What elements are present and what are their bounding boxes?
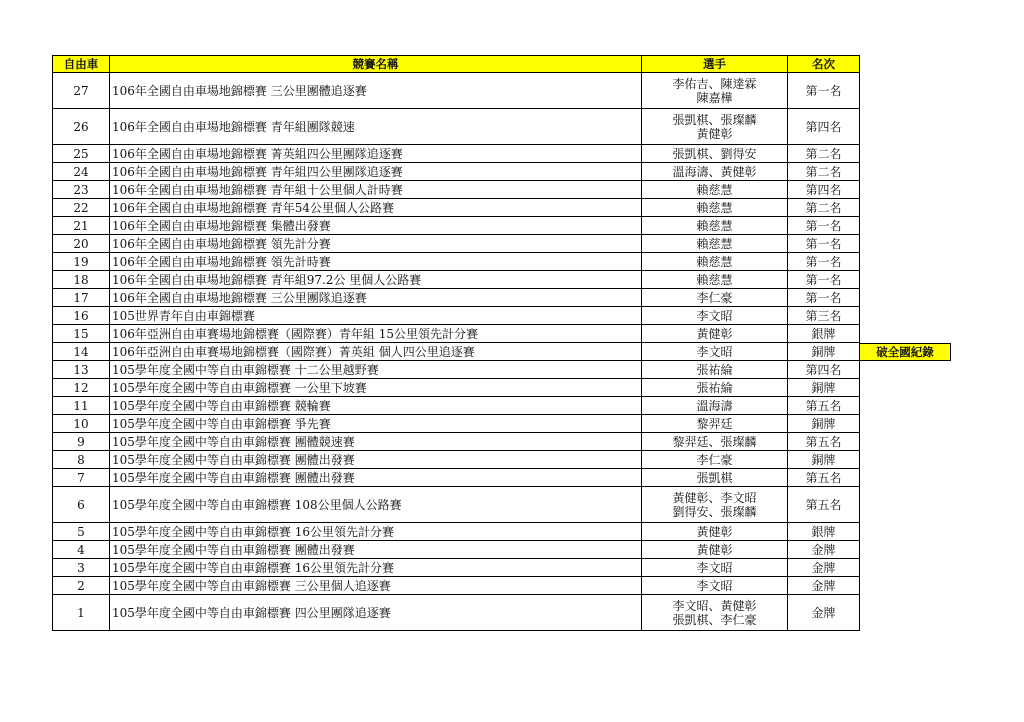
competition-name: 106年全國自由車場地錦標賽 青年組團隊競速	[110, 109, 642, 145]
rank-cell: 第四名	[788, 109, 860, 145]
table-row	[53, 595, 860, 631]
competition-name: 105學年度全國中等自由車錦標賽 競輪賽	[110, 397, 642, 415]
table-row	[53, 433, 860, 451]
row-number: 10	[53, 415, 110, 433]
table-row	[53, 289, 860, 307]
athletes-cell	[642, 181, 788, 199]
athletes-cell	[642, 397, 788, 415]
athletes-cell	[642, 109, 788, 145]
athletes-cell	[642, 217, 788, 235]
table-row	[53, 487, 860, 523]
competition-name: 106年全國自由車場地錦標賽 菁英組四公里團隊追逐賽	[110, 145, 642, 163]
competition-name: 106年全國自由車場地錦標賽 青年組四公里團隊追逐賽	[110, 163, 642, 181]
athlete-line: 李文昭	[696, 560, 733, 575]
row-number: 11	[53, 397, 110, 415]
row-number: 21	[53, 217, 110, 235]
header-rank: 名次	[788, 56, 860, 73]
rank-cell: 金牌	[788, 577, 860, 595]
rank-cell: 銅牌	[788, 415, 860, 433]
rank-cell: 金牌	[788, 541, 860, 559]
competition-name: 106年亞洲自由車賽場地錦標賽（國際賽）青年組 15公里領先計分賽	[110, 325, 642, 343]
athletes-cell	[642, 415, 788, 433]
table-row	[53, 271, 860, 289]
header-row	[53, 56, 860, 73]
athletes-cell	[642, 199, 788, 217]
athlete-line: 賴慈慧	[696, 182, 733, 197]
table-row	[53, 163, 860, 181]
athlete-line: 陳嘉樺	[696, 90, 733, 105]
rank-cell: 第二名	[788, 199, 860, 217]
header-name: 競賽名稱	[110, 56, 642, 73]
athlete-line: 賴慈慧	[696, 218, 733, 233]
competition-name: 105學年度全國中等自由車錦標賽 團體競速賽	[110, 433, 642, 451]
table-row	[53, 397, 860, 415]
competition-name: 106年全國自由車場地錦標賽 三公里團體追逐賽	[110, 73, 642, 109]
rank-cell: 第一名	[788, 73, 860, 109]
row-number: 8	[53, 451, 110, 469]
athlete-line: 黃健彰	[696, 524, 733, 539]
table-row	[53, 73, 860, 109]
competition-name: 105學年度全國中等自由車錦標賽 爭先賽	[110, 415, 642, 433]
athletes-cell	[642, 541, 788, 559]
athletes-cell	[642, 253, 788, 271]
rank-cell: 第一名	[788, 217, 860, 235]
rank-cell: 銅牌	[788, 379, 860, 397]
rank-cell: 第三名	[788, 307, 860, 325]
competition-name: 106年全國自由車場地錦標賽 青年組97.2公 里個人公路賽	[110, 271, 642, 289]
rank-cell: 第一名	[788, 271, 860, 289]
table-row	[53, 253, 860, 271]
athletes-cell	[642, 487, 788, 523]
competition-name: 106年全國自由車場地錦標賽 領先計時賽	[110, 253, 642, 271]
athlete-line: 張祐綸	[696, 362, 733, 377]
competition-name: 106年全國自由車場地錦標賽 領先計分賽	[110, 235, 642, 253]
rank-cell: 第五名	[788, 487, 860, 523]
rank-cell: 銀牌	[788, 523, 860, 541]
athlete-line: 賴慈慧	[696, 272, 733, 287]
row-number: 6	[53, 487, 110, 523]
row-number: 19	[53, 253, 110, 271]
row-number: 13	[53, 361, 110, 379]
table-row	[53, 577, 860, 595]
row-number: 27	[53, 73, 110, 109]
athletes-cell	[642, 235, 788, 253]
row-number: 9	[53, 433, 110, 451]
athlete-line: 黎羿廷、張璨麟	[672, 434, 757, 449]
table-row	[53, 217, 860, 235]
athlete-line: 溫海濤、黃健彰	[672, 164, 757, 179]
competition-name: 105學年度全國中等自由車錦標賽 16公里領先計分賽	[110, 559, 642, 577]
athlete-line: 張祐綸	[696, 380, 733, 395]
rank-cell: 第一名	[788, 253, 860, 271]
results-table	[52, 55, 860, 631]
header-no: 自由車	[53, 56, 110, 73]
athletes-cell	[642, 289, 788, 307]
athlete-line: 溫海濤	[696, 398, 733, 413]
table-row	[53, 307, 860, 325]
record-note: 破全國紀錄	[859, 343, 951, 361]
competition-name: 105學年度全國中等自由車錦標賽 十二公里越野賽	[110, 361, 642, 379]
table-row	[53, 361, 860, 379]
athlete-line: 李仁豪	[696, 452, 733, 467]
rank-cell: 第四名	[788, 181, 860, 199]
athlete-line: 賴慈慧	[696, 200, 733, 215]
row-number: 15	[53, 325, 110, 343]
rank-cell: 第二名	[788, 145, 860, 163]
row-number: 7	[53, 469, 110, 487]
athlete-line: 張凱棋	[696, 470, 733, 485]
table-row	[53, 469, 860, 487]
rank-cell: 銅牌	[788, 343, 860, 361]
rank-cell: 第四名	[788, 361, 860, 379]
athletes-cell	[642, 469, 788, 487]
row-number: 1	[53, 595, 110, 631]
rank-cell: 金牌	[788, 595, 860, 631]
athletes-cell	[642, 559, 788, 577]
competition-name: 105世界青年自由車錦標賽	[110, 307, 642, 325]
table-row	[53, 415, 860, 433]
row-number: 4	[53, 541, 110, 559]
table-row	[53, 181, 860, 199]
athlete-line: 李仁豪	[696, 290, 733, 305]
table-row	[53, 145, 860, 163]
competition-name: 105學年度全國中等自由車錦標賽 團體出發賽	[110, 541, 642, 559]
row-number: 20	[53, 235, 110, 253]
athletes-cell	[642, 73, 788, 109]
athlete-line: 賴慈慧	[696, 236, 733, 251]
table-row	[53, 343, 860, 361]
athlete-line: 李文昭	[696, 308, 733, 323]
athletes-cell	[642, 577, 788, 595]
competition-name: 105學年度全國中等自由車錦標賽 16公里領先計分賽	[110, 523, 642, 541]
row-number: 12	[53, 379, 110, 397]
table-row	[53, 325, 860, 343]
athletes-cell	[642, 379, 788, 397]
athlete-line: 張凱棋、劉得安	[672, 146, 757, 161]
competition-name: 106年全國自由車場地錦標賽 青年54公里個人公路賽	[110, 199, 642, 217]
rank-cell: 銅牌	[788, 451, 860, 469]
competition-name: 106年全國自由車場地錦標賽 集體出發賽	[110, 217, 642, 235]
row-number: 23	[53, 181, 110, 199]
athletes-cell	[642, 307, 788, 325]
row-number: 25	[53, 145, 110, 163]
row-number: 22	[53, 199, 110, 217]
competition-name: 105學年度全國中等自由車錦標賽 四公里團隊追逐賽	[110, 595, 642, 631]
table-row	[53, 379, 860, 397]
athletes-cell	[642, 595, 788, 631]
athlete-line: 黎羿廷	[696, 416, 733, 431]
competition-name: 105學年度全國中等自由車錦標賽 三公里個人追逐賽	[110, 577, 642, 595]
athlete-line: 黃健彰	[696, 542, 733, 557]
athlete-line: 張凱棋、李仁豪	[672, 612, 757, 627]
athlete-line: 賴慈慧	[696, 254, 733, 269]
competition-name: 106年全國自由車場地錦標賽 三公里團隊追逐賽	[110, 289, 642, 307]
table-row	[53, 451, 860, 469]
athlete-line: 李文昭	[696, 344, 733, 359]
table-row	[53, 559, 860, 577]
row-number: 5	[53, 523, 110, 541]
table-row	[53, 199, 860, 217]
rank-cell: 第一名	[788, 289, 860, 307]
rank-cell: 第五名	[788, 397, 860, 415]
athlete-line: 劉得安、張璨麟	[672, 504, 757, 519]
row-number: 16	[53, 307, 110, 325]
athlete-line: 黃健彰	[696, 326, 733, 341]
competition-name: 105學年度全國中等自由車錦標賽 團體出發賽	[110, 451, 642, 469]
rank-cell: 第一名	[788, 235, 860, 253]
athletes-cell	[642, 433, 788, 451]
row-number: 26	[53, 109, 110, 145]
table-row	[53, 523, 860, 541]
rank-cell: 銀牌	[788, 325, 860, 343]
row-number: 3	[53, 559, 110, 577]
competition-name: 106年亞洲自由車賽場地錦標賽（國際賽）菁英組 個人四公里追逐賽	[110, 343, 642, 361]
rank-cell: 第五名	[788, 433, 860, 451]
competition-name: 106年全國自由車場地錦標賽 青年組十公里個人計時賽	[110, 181, 642, 199]
row-number: 18	[53, 271, 110, 289]
athletes-cell	[642, 523, 788, 541]
rank-cell: 第五名	[788, 469, 860, 487]
results-body	[53, 73, 860, 631]
header-athletes: 選手	[642, 56, 788, 73]
competition-name: 105學年度全國中等自由車錦標賽 團體出發賽	[110, 469, 642, 487]
row-number: 2	[53, 577, 110, 595]
row-number: 14	[53, 343, 110, 361]
athletes-cell	[642, 271, 788, 289]
athletes-cell	[642, 343, 788, 361]
competition-name: 105學年度全國中等自由車錦標賽 一公里下坡賽	[110, 379, 642, 397]
athlete-line: 李文昭、黃健彰	[672, 598, 757, 613]
row-number: 17	[53, 289, 110, 307]
athletes-cell	[642, 451, 788, 469]
athlete-line: 李佑吉、陳達霖	[672, 76, 757, 91]
athlete-line: 黃健彰	[696, 126, 733, 141]
rank-cell: 第二名	[788, 163, 860, 181]
row-number: 24	[53, 163, 110, 181]
athletes-cell	[642, 163, 788, 181]
table-row	[53, 541, 860, 559]
table-row	[53, 109, 860, 145]
athletes-cell	[642, 361, 788, 379]
athletes-cell	[642, 325, 788, 343]
competition-name: 105學年度全國中等自由車錦標賽 108公里個人公路賽	[110, 487, 642, 523]
athletes-cell	[642, 145, 788, 163]
athlete-line: 李文昭	[696, 578, 733, 593]
table-row	[53, 235, 860, 253]
athlete-line: 張凱棋、張璨麟	[672, 112, 757, 127]
athlete-line: 黃健彰、李文昭	[672, 490, 757, 505]
rank-cell: 金牌	[788, 559, 860, 577]
